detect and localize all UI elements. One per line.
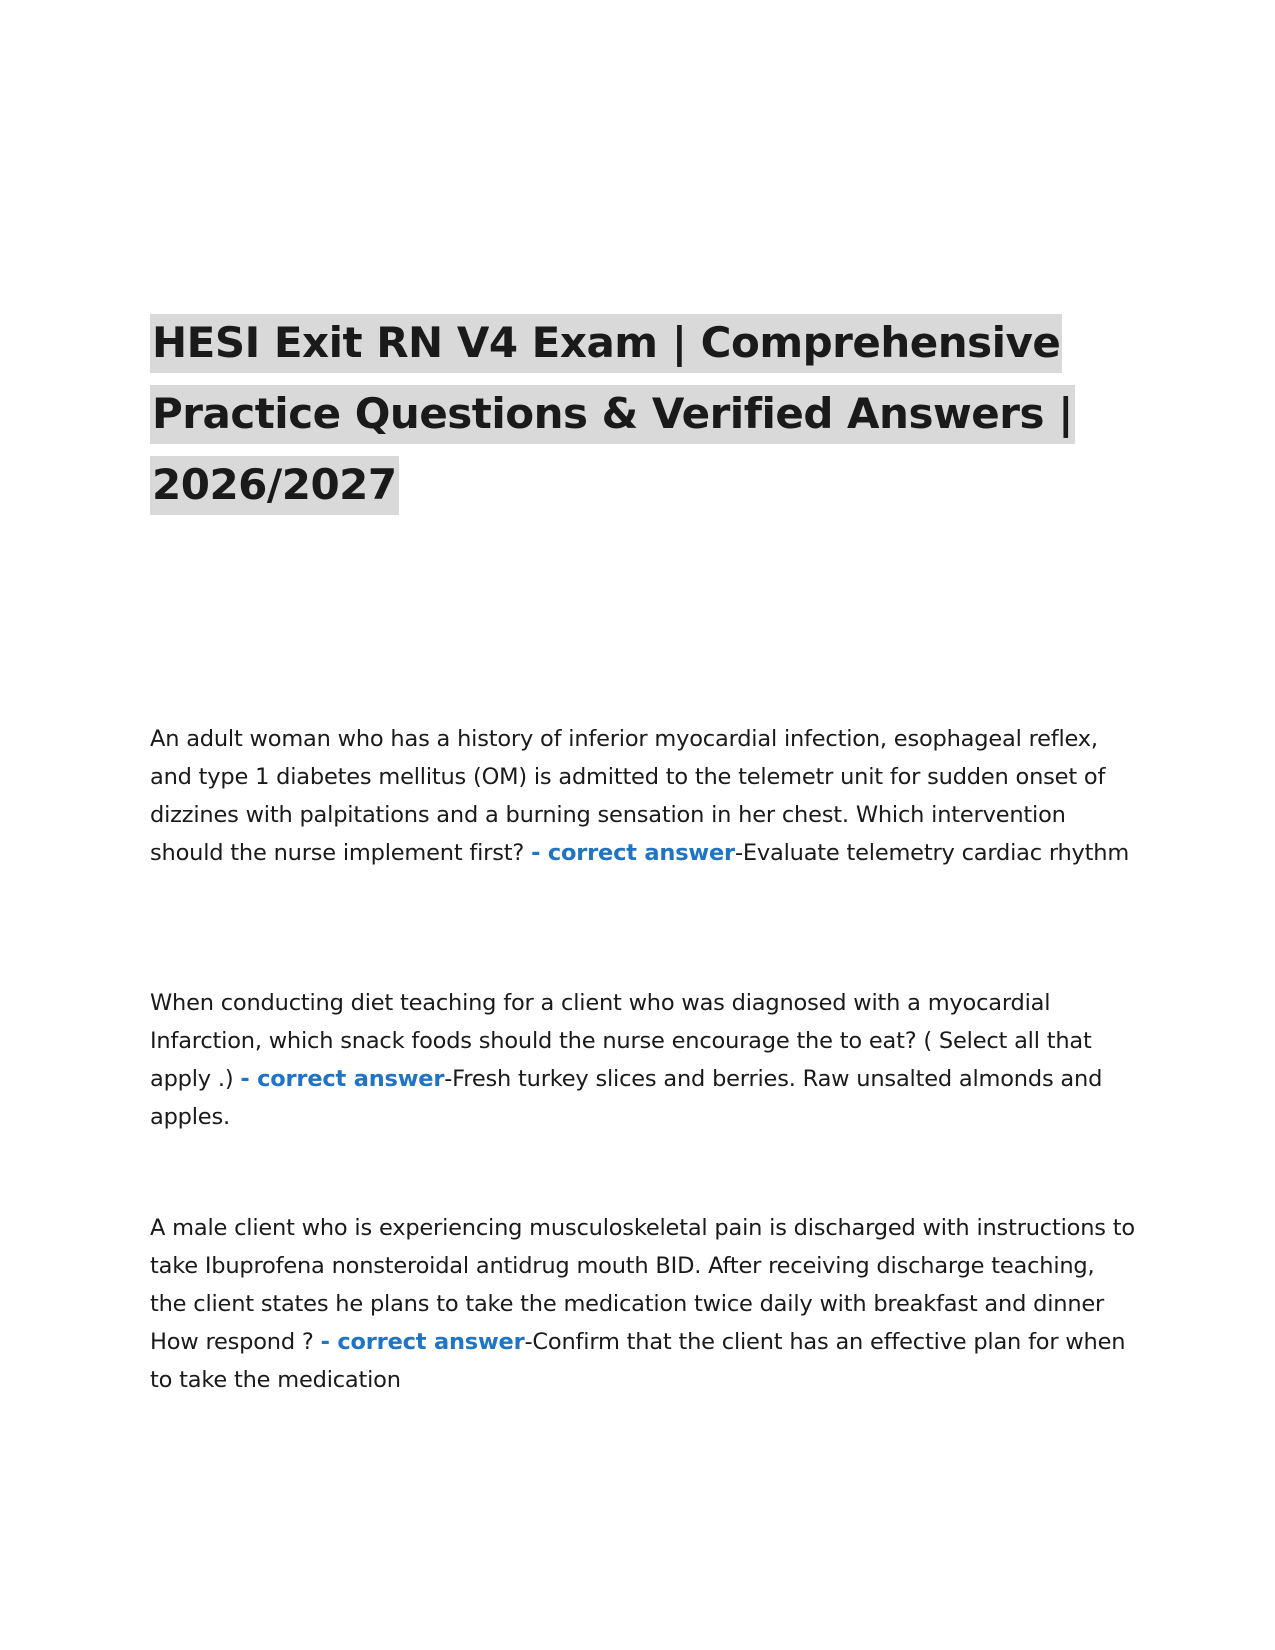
question-answer-2 <box>150 984 1135 1136</box>
question-answer-3 <box>150 1209 1135 1399</box>
document-title-text: HESI Exit RN V4 Exam | Comprehensive Practice Questions & Verified Answers | 2026/2027 <box>150 314 1075 515</box>
correct-answer-label: - correct answer <box>240 1066 445 1092</box>
question-text: When conducting diet teaching for a client who was diagnosed with a myocardial Infarction, which snack foods should the nurse encourage the to eat? ( Select all that apply .) <box>150 990 1092 1092</box>
answer-text: -Evaluate telemetry cardiac rhythm <box>734 840 1130 866</box>
correct-answer-label: - correct answer <box>531 840 735 866</box>
correct-answer-label: - correct answer <box>320 1329 525 1355</box>
question-text: A male client who is experiencing musculoskeletal pain is discharged with instructions to take Ibuprofena nonsteroidal antidrug mouth BID. After receiving discharge teaching, the client states he plans to take the medication twice daily with breakfast and dinner How respond ? <box>150 1215 1135 1355</box>
question-answer-1 <box>150 720 1135 872</box>
answer-text: -Fresh turkey slices and berries. Raw unsalted almonds and apples. <box>150 1066 1103 1130</box>
answer-text: -Confirm that the client has an effective plan for when to take the medication <box>150 1329 1126 1393</box>
question-text: An adult woman who has a history of inferior myocardial infection, esophageal reflex, and type 1 diabetes mellitus (OM) is admitted to the telemetr unit for sudden onset of dizzines with palpitations and a burning sensation in her chest. Which intervention should the nurse implement first? <box>150 726 1106 866</box>
document-title <box>150 307 1090 520</box>
